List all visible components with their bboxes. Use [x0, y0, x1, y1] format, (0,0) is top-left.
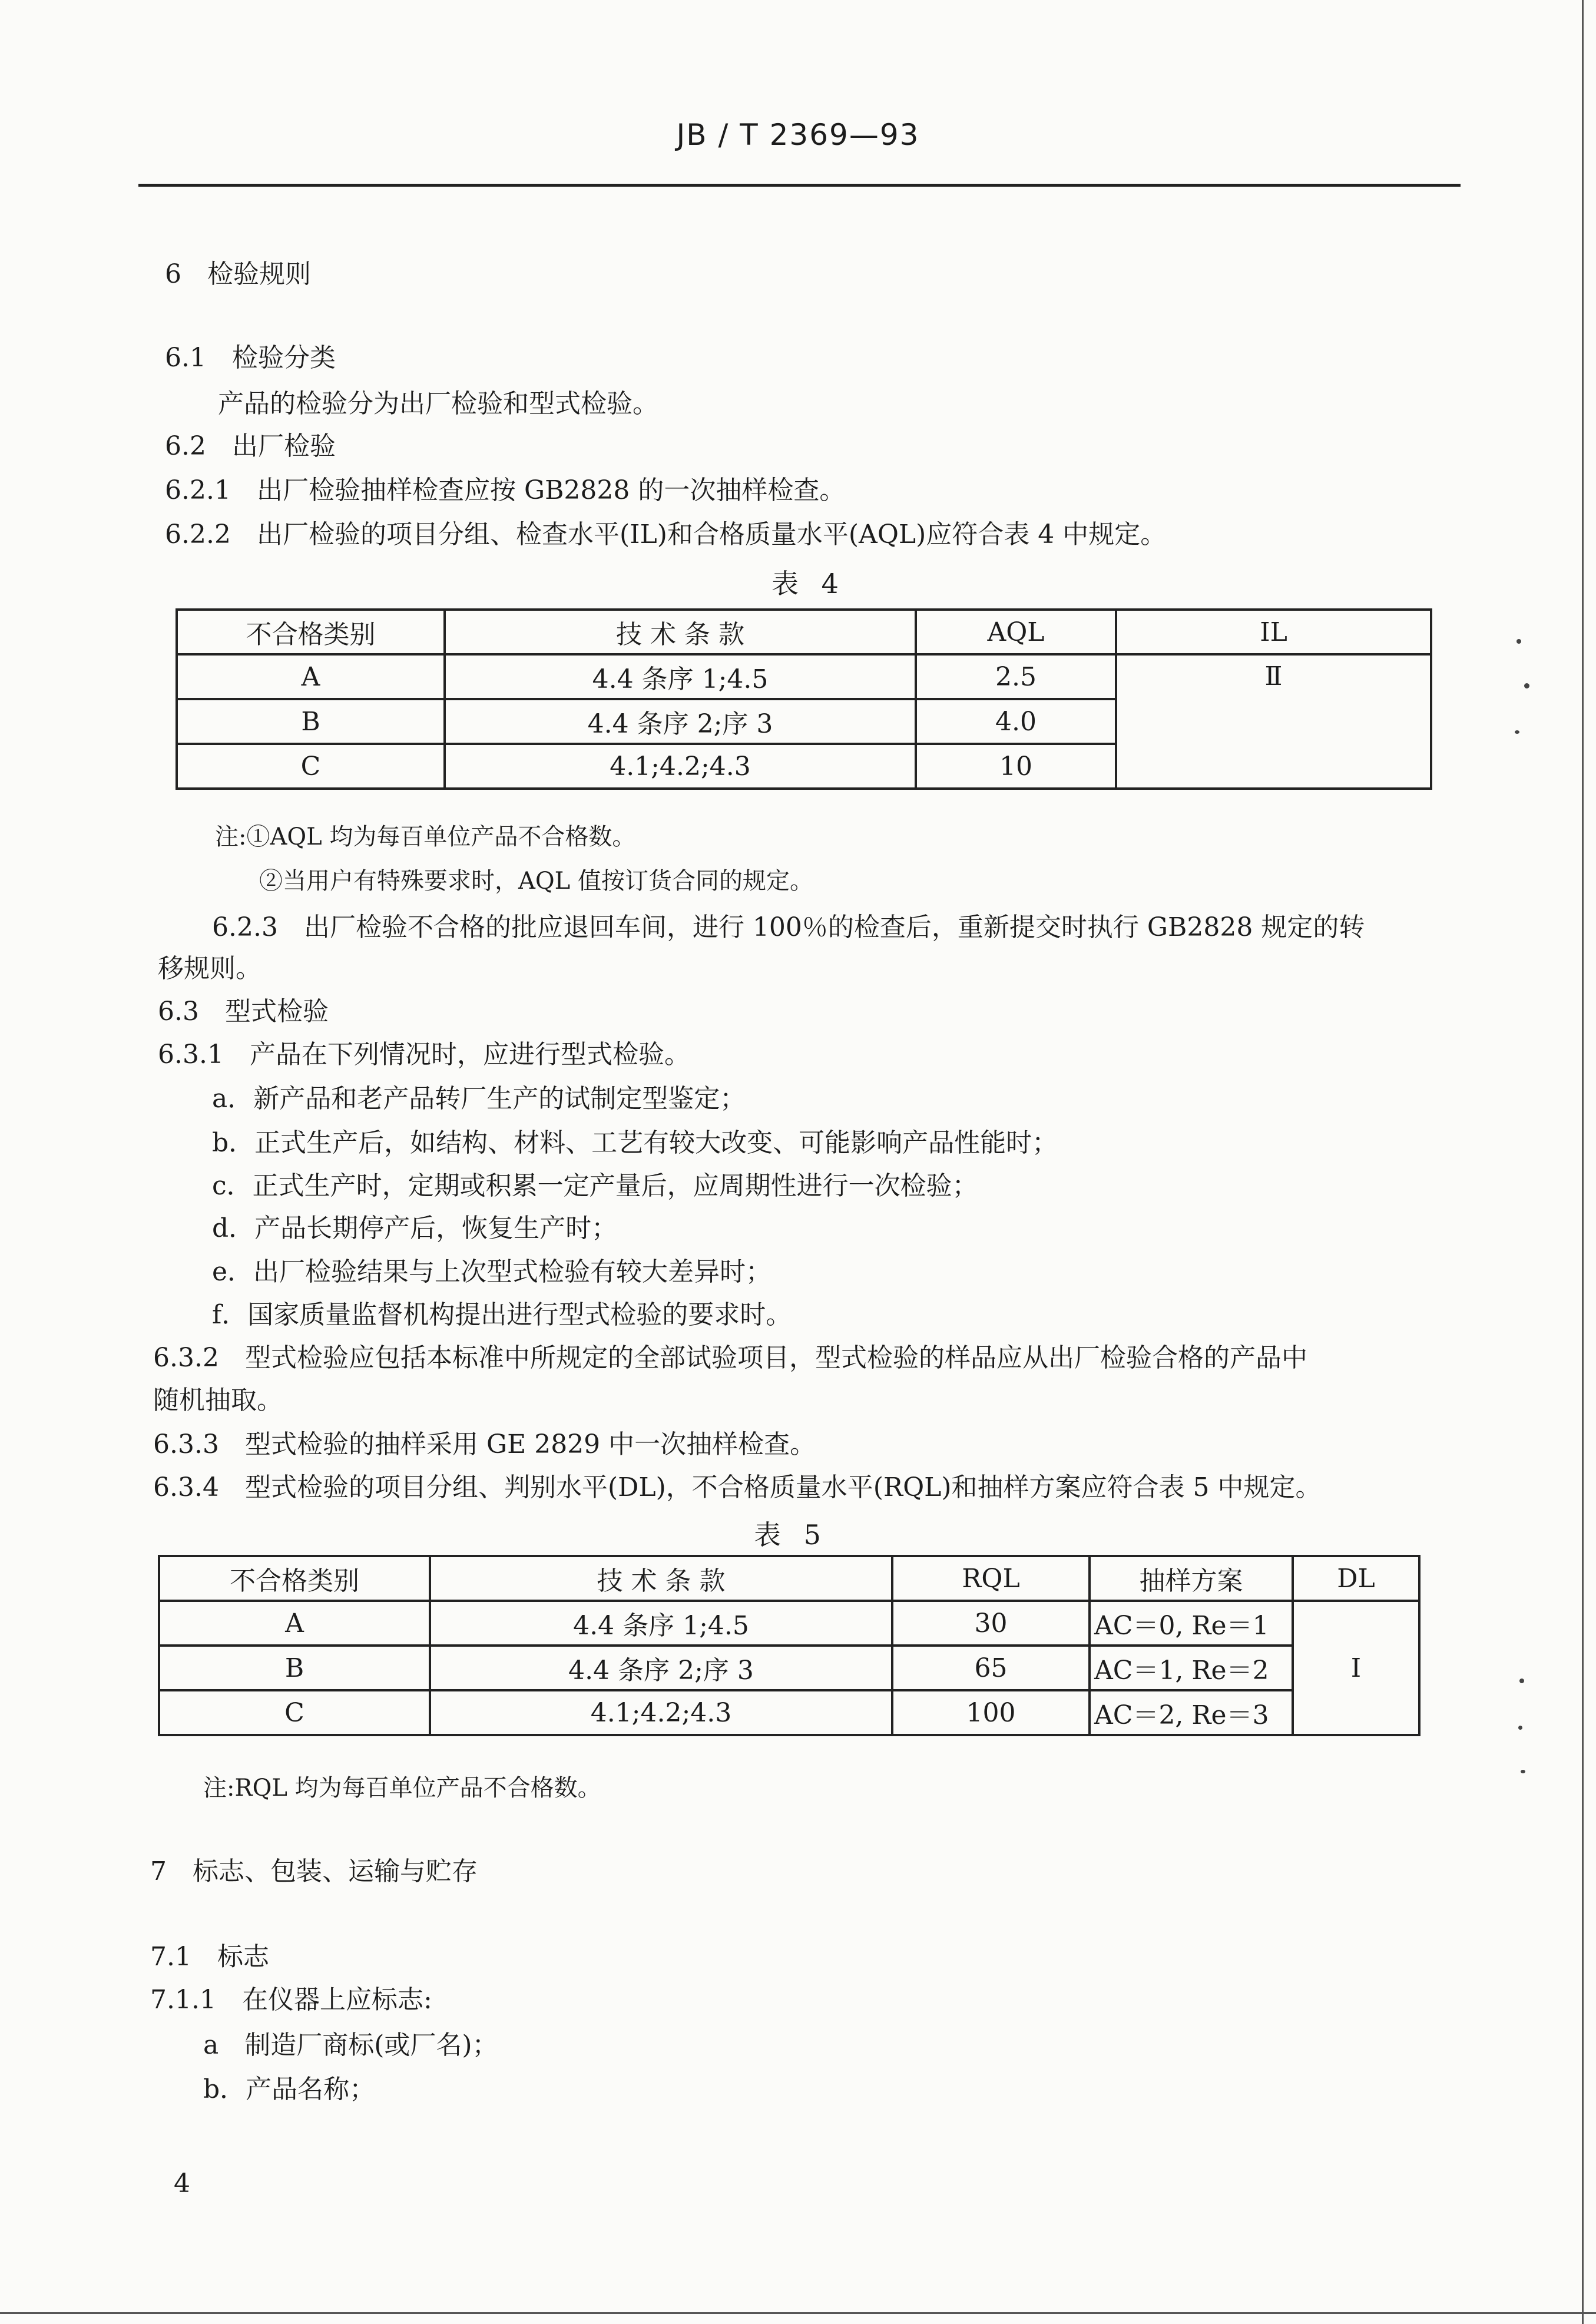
table-4-header-aql: AQL — [916, 610, 1116, 654]
section-6-3-2-line-2: 随机抽取。 — [153, 1385, 283, 1415]
section-6-3-1-item-a: a．新产品和老产品转厂生产的试制定型鉴定； — [212, 1084, 746, 1114]
table-5-header-clause: 技 术 条 款 — [430, 1556, 892, 1601]
scan-speck — [1515, 730, 1519, 734]
table-5-category: A — [159, 1601, 430, 1646]
table-5-plan: AC＝0, Re＝1 — [1090, 1601, 1293, 1646]
table-row — [177, 654, 1431, 699]
section-6-3-1-item-e: e．出厂检验结果与上次型式检验有较大差异时； — [212, 1257, 772, 1287]
table-4-clause: 4.4 条序 1;4.5 — [445, 654, 916, 699]
table-5-rql: 30 — [892, 1601, 1090, 1646]
section-6-3-2-line-1: 6.3.2 型式检验应包括本标准中所规定的全部试验项目，型式检验的样品应从出厂检验合格的产品中 — [153, 1343, 1307, 1373]
table-4-note-1: 注:①AQL 均为每百单位产品不合格数。 — [215, 823, 636, 850]
section-6-2-1: 6.2.1 出厂检验抽样检查应按 GB2828 的一次抽样检查。 — [165, 475, 846, 505]
section-6-3-1-item-f: f．国家质量监督机构提出进行型式检验的要求时。 — [212, 1300, 792, 1330]
table-4-category: A — [177, 654, 445, 699]
table-4-category: C — [177, 744, 445, 789]
section-6-1-heading: 6.1 检验分类 — [165, 343, 336, 373]
table-5-dl-value: Ⅰ — [1293, 1601, 1419, 1735]
page-edge-bottom — [0, 2312, 1596, 2314]
table-4-header-category: 不合格类别 — [177, 610, 445, 654]
section-6-3-heading: 6.3 型式检验 — [158, 997, 329, 1027]
table-5 — [158, 1555, 1420, 1736]
table-4-caption: 表 4 — [771, 568, 846, 600]
table-4-aql: 2.5 — [916, 654, 1116, 699]
scan-speck — [1524, 683, 1529, 688]
scan-speck — [1516, 639, 1521, 644]
table-4-aql: 4.0 — [916, 699, 1116, 744]
table-5-header-dl: DL — [1293, 1556, 1419, 1601]
scan-speck — [1518, 1726, 1522, 1730]
section-6-2-heading: 6.2 出厂检验 — [165, 431, 336, 461]
table-5-category: B — [159, 1646, 430, 1690]
section-6-3-1-item-d: d．产品长期停产后，恢复生产时； — [212, 1213, 618, 1243]
scan-speck — [1521, 1770, 1525, 1773]
table-row — [159, 1601, 1419, 1646]
section-7-heading: 7 标志、包装、运输与贮存 — [150, 1856, 478, 1886]
table-5-clause: 4.4 条序 1;4.5 — [430, 1601, 892, 1646]
table-5-plan: AC＝2, Re＝3 — [1090, 1690, 1293, 1735]
section-7-1-1: 7.1.1 在仪器上应标志: — [150, 1985, 432, 2015]
table-4-note-2: ②当用户有特殊要求时，AQL 值按订货合同的规定。 — [259, 868, 813, 895]
table-5-rql: 65 — [892, 1646, 1090, 1690]
table-5-clause: 4.4 条序 2;序 3 — [430, 1646, 892, 1690]
table-4-aql: 10 — [916, 744, 1116, 789]
header-rule — [138, 184, 1461, 187]
table-4-clause: 4.1;4.2;4.3 — [445, 744, 916, 789]
section-6-1-paragraph: 产品的检验分为出厂检验和型式检验。 — [218, 389, 658, 419]
table-4 — [176, 608, 1432, 790]
table-row — [159, 1646, 1419, 1690]
table-4-category: B — [177, 699, 445, 744]
table-4-clause: 4.4 条序 2;序 3 — [445, 699, 916, 744]
scan-speck — [1519, 1679, 1524, 1683]
section-6-heading: 6 检验规则 — [165, 259, 311, 289]
section-6-2-3-line-2: 移规则。 — [158, 954, 261, 984]
table-5-header-row — [159, 1556, 1419, 1601]
table-4-il-value: Ⅱ — [1116, 654, 1431, 789]
section-6-3-4: 6.3.4 型式检验的项目分组、判别水平(DL)，不合格质量水平(RQL)和抽样方案应符合表 5 中规定。 — [153, 1472, 1322, 1502]
section-7-1-1-item-b: b．产品名称； — [203, 2074, 376, 2104]
section-6-3-1-item-b: b．正式生产后，如结构、材料、工艺有较大改变、可能影响产品性能时； — [212, 1128, 1058, 1158]
table-5-clause: 4.1;4.2;4.3 — [430, 1690, 892, 1735]
table-5-caption: 表 5 — [754, 1519, 828, 1551]
page-number: 4 — [174, 2169, 190, 2199]
table-5-header-rql: RQL — [892, 1556, 1090, 1601]
table-5-category: C — [159, 1690, 430, 1735]
section-6-3-1: 6.3.1 产品在下列情况时，应进行型式检验。 — [158, 1039, 690, 1070]
section-6-2-2: 6.2.2 出厂检验的项目分组、检查水平(IL)和合格质量水平(AQL)应符合表 4 中规定。 — [165, 519, 1167, 549]
section-6-3-3: 6.3.3 型式检验的抽样采用 GE 2829 中一次抽样检查。 — [153, 1429, 816, 1459]
table-5-rql: 100 — [892, 1690, 1090, 1735]
section-7-1-heading: 7.1 标志 — [150, 1942, 269, 1972]
table-4-header-row — [177, 610, 1431, 654]
table-5-header-category: 不合格类别 — [159, 1556, 430, 1601]
table-5-header-plan: 抽样方案 — [1090, 1556, 1293, 1601]
table-4-header-il: IL — [1116, 610, 1431, 654]
table-4-header-clause: 技 术 条 款 — [445, 610, 916, 654]
table-5-plan: AC＝1, Re＝2 — [1090, 1646, 1293, 1690]
section-6-3-1-item-c: c．正式生产时，定期或积累一定产量后，应周期性进行一次检验； — [212, 1171, 978, 1201]
table-row — [159, 1690, 1419, 1735]
page-edge-right — [1582, 0, 1584, 2324]
section-6-2-3-line-1: 6.2.3 出厂检验不合格的批应退回车间，进行 100％的检查后，重新提交时执行 GB2828 规定的转 — [212, 912, 1365, 942]
section-7-1-1-item-a: a 制造厂商标(或厂名)； — [203, 2030, 498, 2060]
document-code: JB / T 2369—93 — [676, 118, 920, 152]
table-5-note: 注:RQL 均为每百单位产品不合格数。 — [203, 1775, 601, 1802]
